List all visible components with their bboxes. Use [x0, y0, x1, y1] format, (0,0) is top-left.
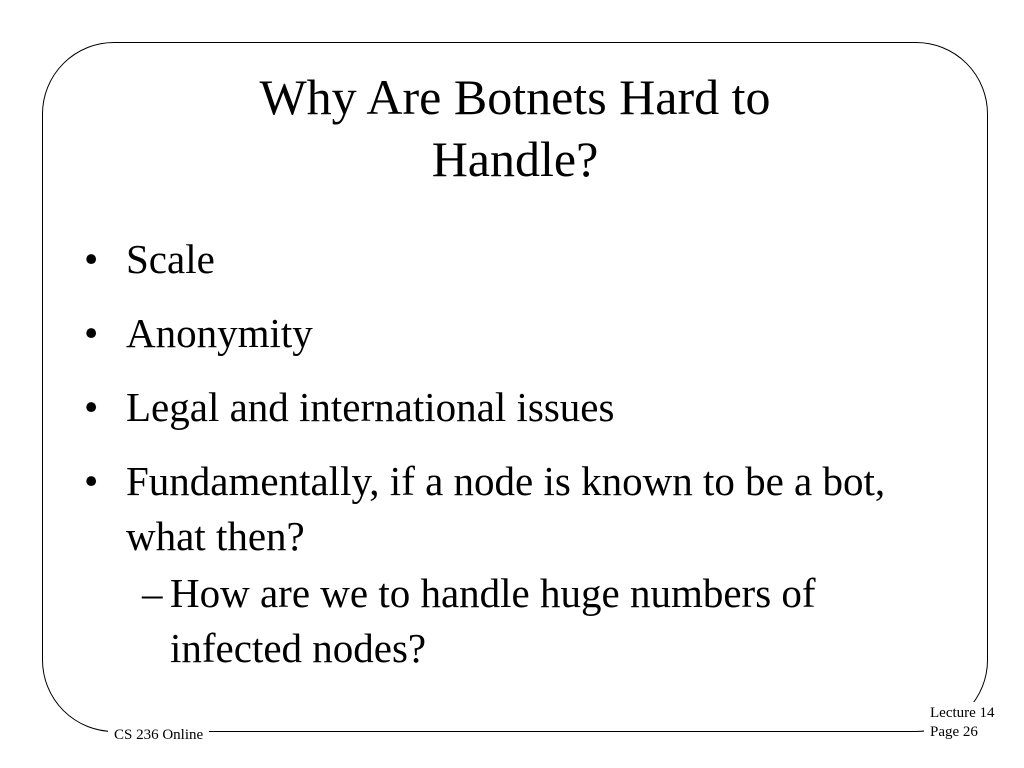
sub-bullet-text: How are we to handle huge numbers of infected nodes?: [170, 570, 816, 671]
bullet-marker: •: [84, 310, 99, 356]
bullet-text: Fundamentally, if a node is known to be a bot, what then?: [126, 458, 886, 559]
bullet-marker: •: [84, 458, 99, 504]
bullet-text: Anonymity: [126, 310, 313, 356]
slide-title: [60, 66, 970, 190]
title-line-1: Why Are Botnets Hard to: [259, 69, 771, 125]
footer-lecture: Lecture 14: [930, 705, 995, 721]
bullet-item: [84, 380, 944, 435]
bullet-item: [84, 454, 944, 564]
title-line-2: Handle?: [431, 131, 599, 187]
footer-page: Page 26: [930, 724, 978, 740]
sub-bullet-marker: –: [142, 570, 163, 616]
footer-course-label: CS 236 Online: [108, 726, 209, 744]
bullet-text: Legal and international issues: [126, 384, 615, 430]
bullet-text: Scale: [126, 236, 215, 282]
sub-bullet-item: [84, 566, 944, 676]
bullet-marker: •: [84, 384, 99, 430]
footer-page-info: [924, 702, 1001, 744]
bullet-item: [84, 306, 944, 361]
bullet-list: [84, 232, 944, 676]
bullet-item: [84, 232, 944, 287]
bullet-marker: •: [84, 236, 99, 282]
